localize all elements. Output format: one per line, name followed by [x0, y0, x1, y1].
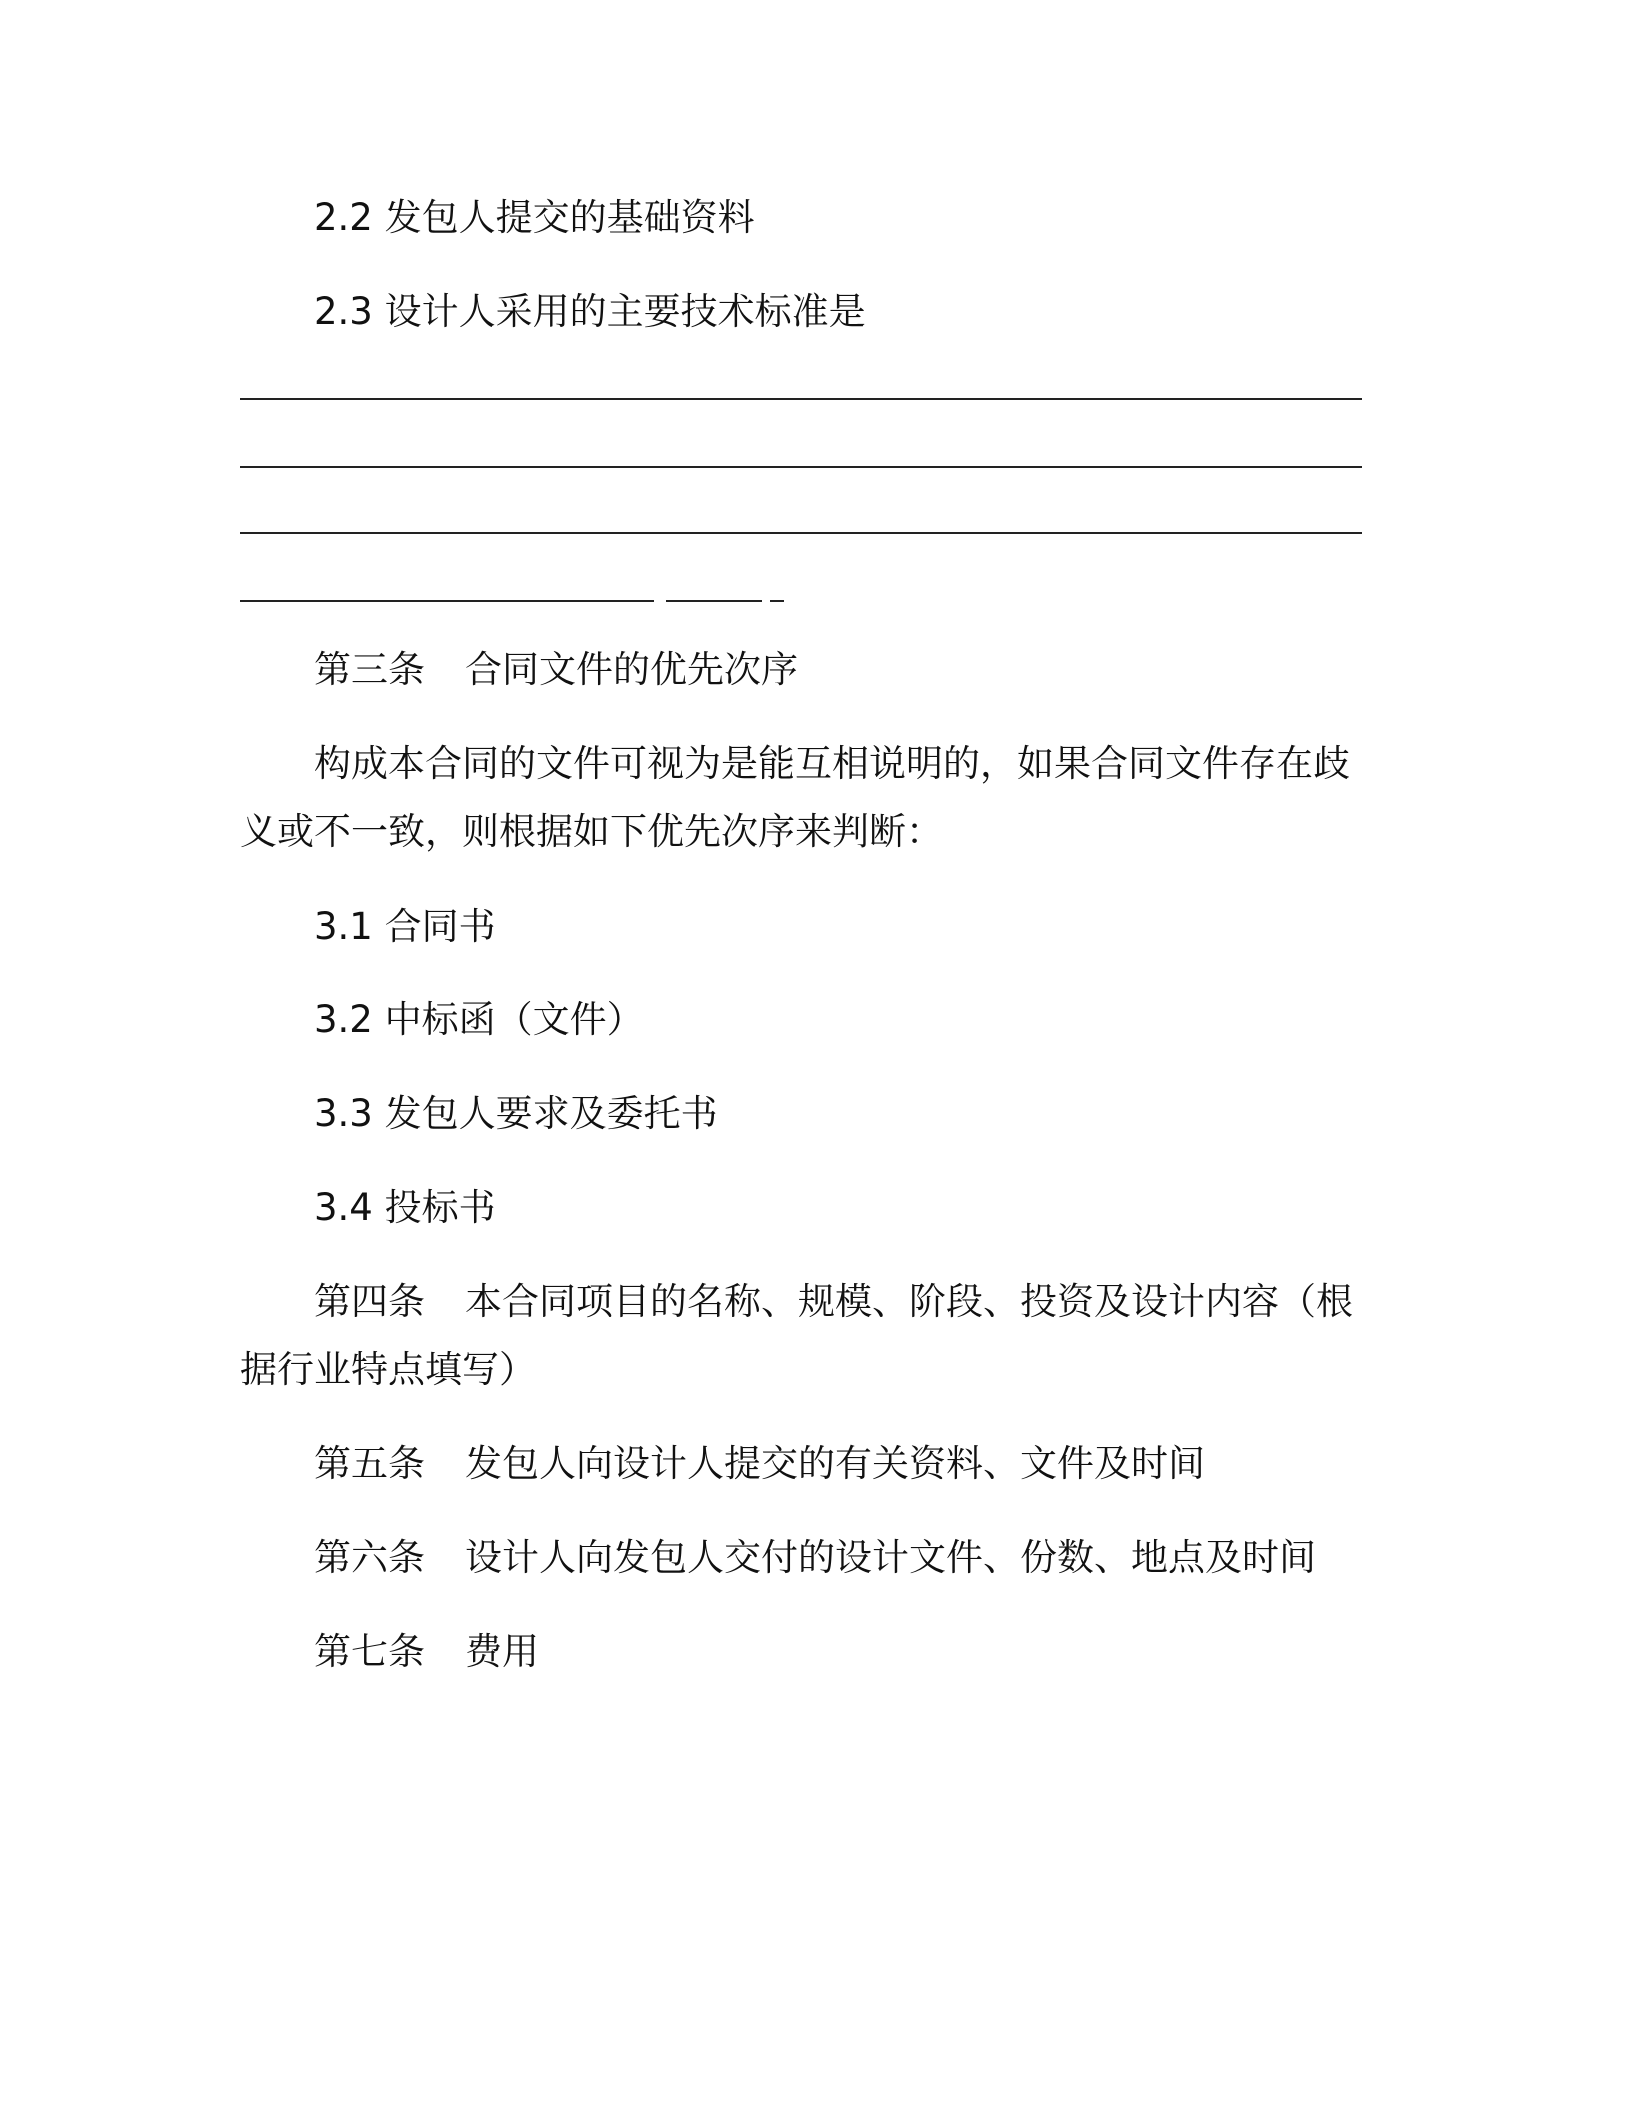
blank-fill-line-1 — [240, 398, 1362, 400]
blank-fill-line-2 — [240, 466, 1362, 468]
blank-fill-line-4c — [770, 600, 784, 602]
article-title: 合同文件的优先次序 — [465, 648, 798, 691]
item-3-4: 3.4 投标书 — [314, 1186, 496, 1229]
article-6-heading — [314, 1536, 1316, 1580]
article-4-heading-line-2: 据行业特点填写） — [240, 1348, 536, 1391]
article-title: 费用 — [465, 1630, 539, 1673]
article-number: 第四条 — [314, 1280, 425, 1323]
article-3-body-line-1: 构成本合同的文件可视为是能互相说明的，如果合同文件存在歧 — [314, 742, 1350, 785]
article-number: 第六条 — [314, 1536, 425, 1579]
article-number: 第三条 — [314, 648, 425, 691]
article-7-heading — [314, 1630, 539, 1674]
article-number: 第七条 — [314, 1630, 425, 1673]
article-3-body-line-2: 义或不一致，则根据如下优先次序来判断： — [240, 810, 943, 853]
blank-fill-line-4a — [240, 600, 654, 602]
article-5-heading — [314, 1442, 1205, 1486]
blank-fill-line-3 — [240, 532, 1362, 534]
article-4-heading — [314, 1280, 1353, 1324]
article-title: 发包人向设计人提交的有关资料、文件及时间 — [465, 1442, 1205, 1485]
article-title: 设计人向发包人交付的设计文件、份数、地点及时间 — [465, 1536, 1316, 1579]
article-3-heading — [314, 648, 798, 692]
item-3-3: 3.3 发包人要求及委托书 — [314, 1092, 718, 1135]
item-3-1: 3.1 合同书 — [314, 905, 496, 948]
article-title: 本合同项目的名称、规模、阶段、投资及设计内容（根 — [465, 1280, 1353, 1323]
article-number: 第五条 — [314, 1442, 425, 1485]
item-2-2: 2.2 发包人提交的基础资料 — [314, 196, 755, 239]
blank-fill-line-4b — [666, 600, 762, 602]
item-3-2: 3.2 中标函（文件） — [314, 998, 644, 1041]
item-2-3: 2.3 设计人采用的主要技术标准是 — [314, 290, 866, 333]
